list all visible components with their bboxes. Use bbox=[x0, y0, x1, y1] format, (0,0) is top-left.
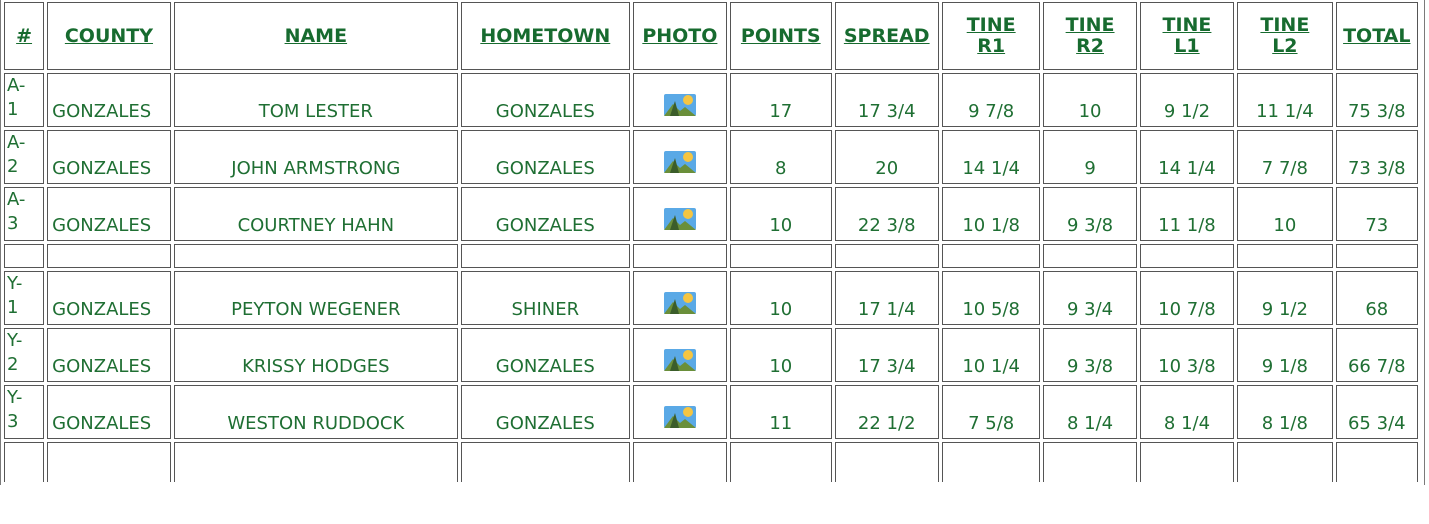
col-header-tine-l2[interactable] bbox=[1237, 2, 1332, 70]
col-header-hometown[interactable] bbox=[461, 2, 630, 70]
tine-l2-cell: 10 bbox=[1237, 187, 1332, 241]
sort-link-tine-r2-line2[interactable]: R2 bbox=[1076, 35, 1104, 57]
empty-cell bbox=[942, 442, 1040, 482]
col-header-photo[interactable] bbox=[633, 2, 727, 70]
col-header-county[interactable] bbox=[47, 2, 171, 70]
photo-cell bbox=[633, 130, 727, 184]
spread-cell: 20 bbox=[835, 130, 939, 184]
col-header-total[interactable] bbox=[1336, 2, 1418, 70]
sort-link-name[interactable]: NAME bbox=[284, 24, 348, 47]
results-table bbox=[1, 0, 1421, 485]
tine-r2-cell: 9 bbox=[1043, 130, 1136, 184]
entry-id bbox=[4, 385, 44, 439]
tine-l1-cell: 11 1/8 bbox=[1140, 187, 1234, 241]
hometown-cell: GONZALES bbox=[461, 187, 630, 241]
tine-l2-cell: 9 1/2 bbox=[1237, 271, 1332, 325]
sort-link-tine-l2-line1[interactable]: TINE bbox=[1260, 14, 1310, 36]
empty-cell bbox=[942, 244, 1040, 268]
empty-cell bbox=[633, 244, 727, 268]
empty-cell bbox=[1043, 244, 1136, 268]
points-cell: 10 bbox=[730, 271, 831, 325]
total-cell: 65 3/4 bbox=[1336, 385, 1418, 439]
total-cell: 68 bbox=[1336, 271, 1418, 325]
empty-cell bbox=[730, 442, 831, 482]
col-header-spread[interactable] bbox=[835, 2, 939, 70]
entry-id-number: 3 bbox=[7, 411, 19, 432]
col-header-tine-r1[interactable] bbox=[942, 2, 1040, 70]
empty-cell bbox=[1043, 442, 1136, 482]
tine-l1-cell: 8 1/4 bbox=[1140, 385, 1234, 439]
entry-id-number: 3 bbox=[7, 213, 19, 234]
tine-r1-cell: 14 1/4 bbox=[942, 130, 1040, 184]
empty-cell bbox=[1237, 244, 1332, 268]
tine-r1-cell: 9 7/8 bbox=[942, 73, 1040, 127]
empty-cell bbox=[4, 244, 44, 268]
tine-l1-cell: 10 3/8 bbox=[1140, 328, 1234, 382]
table-row bbox=[4, 73, 1418, 127]
sort-link-tine-r1-line1[interactable]: TINE bbox=[966, 14, 1016, 36]
empty-cell bbox=[47, 442, 171, 482]
tine-r2-cell: 9 3/8 bbox=[1043, 328, 1136, 382]
hometown-cell: SHINER bbox=[461, 271, 630, 325]
photo-thumbnail-icon[interactable] bbox=[664, 94, 696, 116]
points-cell: 11 bbox=[730, 385, 831, 439]
entry-id-prefix: A- bbox=[7, 75, 26, 96]
name-cell: JOHN ARMSTRONG bbox=[174, 130, 458, 184]
entry-id-prefix: A- bbox=[7, 132, 26, 153]
tine-l1-cell: 9 1/2 bbox=[1140, 73, 1234, 127]
entry-id-prefix: A- bbox=[7, 189, 26, 210]
sort-link-spread[interactable]: SPREAD bbox=[843, 24, 930, 47]
county-cell: GONZALES bbox=[47, 73, 171, 127]
empty-cell bbox=[461, 244, 630, 268]
tine-l2-cell: 9 1/8 bbox=[1237, 328, 1332, 382]
photo-thumbnail-icon[interactable] bbox=[664, 406, 696, 428]
entry-id-number: 1 bbox=[7, 99, 19, 120]
photo-thumbnail-icon[interactable] bbox=[664, 151, 696, 173]
sort-link-county[interactable]: COUNTY bbox=[64, 24, 154, 47]
points-cell: 10 bbox=[730, 187, 831, 241]
county-cell: GONZALES bbox=[47, 271, 171, 325]
empty-cell bbox=[835, 244, 939, 268]
points-cell: 10 bbox=[730, 328, 831, 382]
county-cell: GONZALES bbox=[47, 187, 171, 241]
photo-thumbnail-icon[interactable] bbox=[664, 208, 696, 230]
spread-cell: 17 3/4 bbox=[835, 73, 939, 127]
entry-id bbox=[4, 271, 44, 325]
tine-l2-cell: 8 1/8 bbox=[1237, 385, 1332, 439]
name-cell: PEYTON WEGENER bbox=[174, 271, 458, 325]
hometown-cell: GONZALES bbox=[461, 328, 630, 382]
tine-l2-cell: 7 7/8 bbox=[1237, 130, 1332, 184]
table-row bbox=[4, 271, 1418, 325]
empty-cell bbox=[174, 244, 458, 268]
photo-cell bbox=[633, 328, 727, 382]
entry-id-prefix: Y- bbox=[7, 273, 23, 294]
sort-link-tine-r2-line1[interactable]: TINE bbox=[1065, 14, 1115, 36]
name-cell: WESTON RUDDOCK bbox=[174, 385, 458, 439]
header-row bbox=[4, 2, 1418, 70]
empty-cell bbox=[461, 442, 630, 482]
photo-thumbnail-icon[interactable] bbox=[664, 292, 696, 314]
county-cell: GONZALES bbox=[47, 328, 171, 382]
empty-cell bbox=[174, 442, 458, 482]
sort-link-hometown[interactable]: HOMETOWN bbox=[480, 24, 611, 47]
spread-cell: 22 3/8 bbox=[835, 187, 939, 241]
empty-cell bbox=[1336, 442, 1418, 482]
col-header-num[interactable] bbox=[4, 2, 44, 70]
spread-cell: 22 1/2 bbox=[835, 385, 939, 439]
empty-cell bbox=[47, 244, 171, 268]
entry-id-prefix: Y- bbox=[7, 330, 23, 351]
sort-link-photo[interactable]: PHOTO bbox=[642, 24, 718, 47]
hometown-cell: GONZALES bbox=[461, 385, 630, 439]
photo-cell bbox=[633, 187, 727, 241]
sort-link-tine-l1-line2[interactable]: L1 bbox=[1174, 35, 1200, 57]
entry-id-number: 2 bbox=[7, 354, 19, 375]
sort-link-tine-l1-line1[interactable]: TINE bbox=[1162, 14, 1212, 36]
empty-cell bbox=[1336, 244, 1418, 268]
spread-cell: 17 3/4 bbox=[835, 328, 939, 382]
empty-row bbox=[4, 442, 1418, 482]
empty-cell bbox=[1140, 442, 1234, 482]
table-row bbox=[4, 328, 1418, 382]
total-cell: 73 bbox=[1336, 187, 1418, 241]
hometown-cell: GONZALES bbox=[461, 73, 630, 127]
name-cell: KRISSY HODGES bbox=[174, 328, 458, 382]
sort-link-num[interactable]: # bbox=[16, 24, 33, 47]
sort-link-tine-r1-line2[interactable]: R1 bbox=[977, 35, 1006, 57]
photo-cell bbox=[633, 271, 727, 325]
entry-id-number: 1 bbox=[7, 297, 19, 318]
tine-r1-cell: 10 1/4 bbox=[942, 328, 1040, 382]
sort-link-tine-l2-line2[interactable]: L2 bbox=[1272, 35, 1298, 57]
photo-cell bbox=[633, 73, 727, 127]
sort-link-total[interactable]: TOTAL bbox=[1343, 24, 1411, 47]
table-row bbox=[4, 187, 1418, 241]
name-cell: TOM LESTER bbox=[174, 73, 458, 127]
empty-cell bbox=[1237, 442, 1332, 482]
table-row bbox=[4, 385, 1418, 439]
col-header-tine-l1[interactable] bbox=[1140, 2, 1234, 70]
empty-cell bbox=[633, 442, 727, 482]
table-row bbox=[4, 130, 1418, 184]
entry-id bbox=[4, 130, 44, 184]
col-header-name[interactable] bbox=[174, 2, 458, 70]
entry-id bbox=[4, 73, 44, 127]
tine-r1-cell: 7 5/8 bbox=[942, 385, 1040, 439]
photo-thumbnail-icon[interactable] bbox=[664, 349, 696, 371]
entry-id-number: 2 bbox=[7, 156, 19, 177]
entry-id bbox=[4, 328, 44, 382]
total-cell: 75 3/8 bbox=[1336, 73, 1418, 127]
points-cell: 17 bbox=[730, 73, 831, 127]
empty-cell bbox=[730, 244, 831, 268]
tine-l2-cell: 11 1/4 bbox=[1237, 73, 1332, 127]
empty-cell bbox=[835, 442, 939, 482]
sort-link-points[interactable]: POINTS bbox=[740, 24, 821, 47]
photo-cell bbox=[633, 385, 727, 439]
points-cell: 8 bbox=[730, 130, 831, 184]
hometown-cell: GONZALES bbox=[461, 130, 630, 184]
tine-r1-cell: 10 1/8 bbox=[942, 187, 1040, 241]
tine-r2-cell: 9 3/4 bbox=[1043, 271, 1136, 325]
empty-cell bbox=[1140, 244, 1234, 268]
county-cell: GONZALES bbox=[47, 130, 171, 184]
total-cell: 73 3/8 bbox=[1336, 130, 1418, 184]
entry-id bbox=[4, 187, 44, 241]
tine-l1-cell: 14 1/4 bbox=[1140, 130, 1234, 184]
col-header-points[interactable] bbox=[730, 2, 831, 70]
tine-r2-cell: 9 3/8 bbox=[1043, 187, 1136, 241]
tine-l1-cell: 10 7/8 bbox=[1140, 271, 1234, 325]
tine-r1-cell: 10 5/8 bbox=[942, 271, 1040, 325]
tine-r2-cell: 10 bbox=[1043, 73, 1136, 127]
empty-row bbox=[4, 244, 1418, 268]
tine-r2-cell: 8 1/4 bbox=[1043, 385, 1136, 439]
county-cell: GONZALES bbox=[47, 385, 171, 439]
empty-cell bbox=[4, 442, 44, 482]
name-cell: COURTNEY HAHN bbox=[174, 187, 458, 241]
col-header-tine-r2[interactable] bbox=[1043, 2, 1136, 70]
total-cell: 66 7/8 bbox=[1336, 328, 1418, 382]
spread-cell: 17 1/4 bbox=[835, 271, 939, 325]
entry-id-prefix: Y- bbox=[7, 387, 23, 408]
